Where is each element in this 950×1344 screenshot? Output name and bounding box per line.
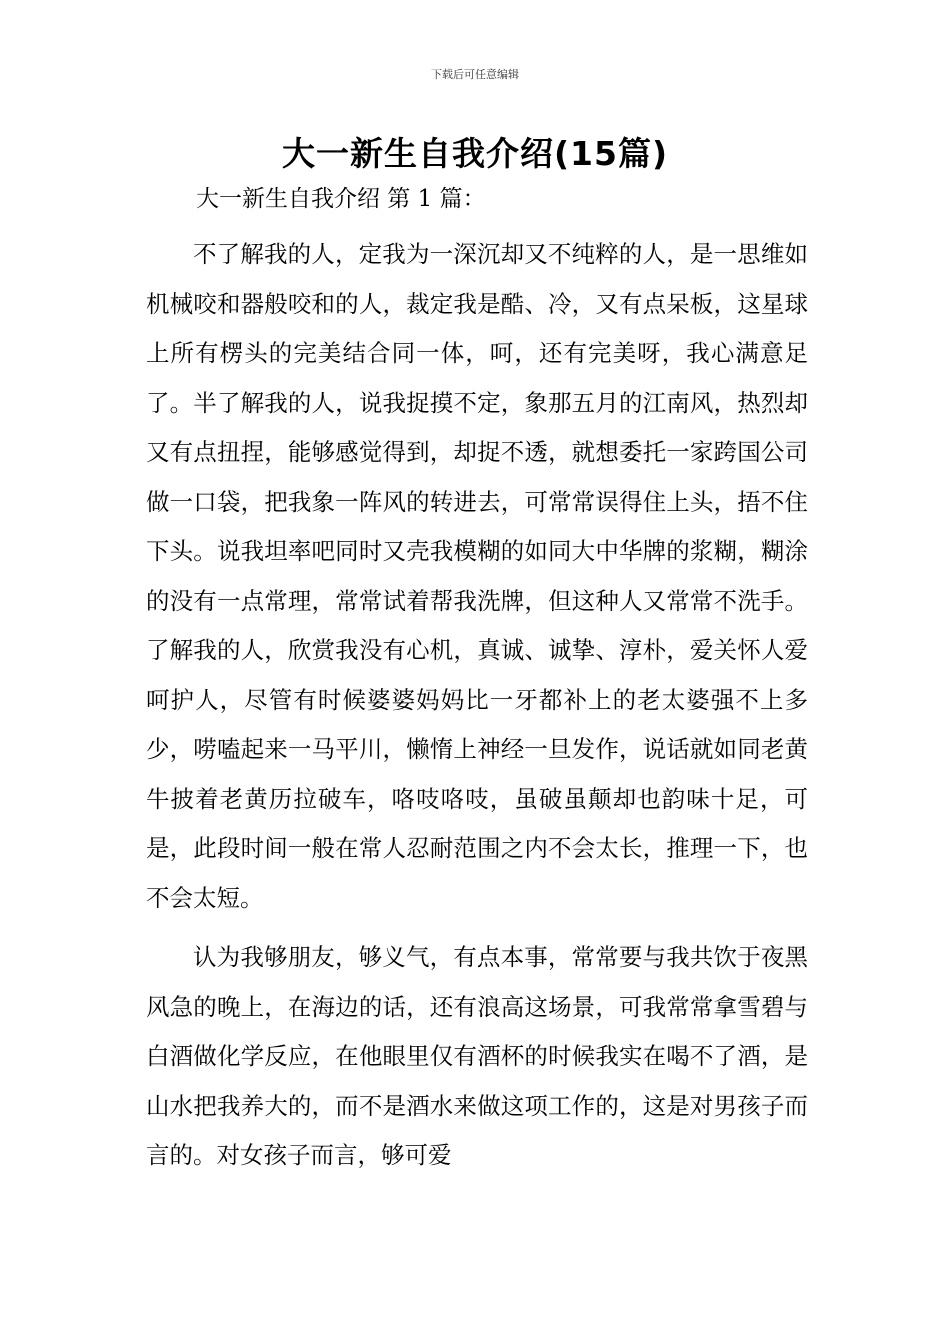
paragraph-1: 不了解我的人，定我为一深沉却又不纯粹的人，是一思维如机械咬和器般咬和的人，裁定我是酷、冷，又有点呆板，这星球上所有楞头的完美结合同一体，呵，还有完美呀，我心满意足了。半了解我的人，说我捉摸不定，象那五月的江南风，热烈却又有点扭捏，能够感觉得到，却捉不透，就想委托一家跨国公司做一口袋，把我象一阵风的转进去，可常常误得住上头，捂不住下头。说我坦率吧同时又壳我模糊的如同大中华牌的浆糊，糊涂的没有一点常理，常常试着帮我洗牌，但这种人又常常不洗手。了解我的人，欣赏我没有心机，真诚、诚挚、淳朴，爱关怀人爱呵护人，尽管有时候婆婆妈妈比一牙都补上的老太婆强不上多少，唠嗑起来一马平川，懒惰上神经一旦发作，说话就如同老黄牛披着老黄历拉破车，咯吱咯吱，虽破虽颠却也韵味十足，可是，此段时间一般在常人忍耐范围之内不会太长，推理一下，也不会太短。 <box>146 240 808 912</box>
paragraph-2: 认为我够朋友，够义气，有点本事，常常要与我共饮于夜黑风急的晚上，在海边的话，还有浪高这场景，可我常常拿雪碧与白酒做化学反应，在他眼里仅有酒杯的时候我实在喝不了酒，是山水把我养大的，而不是酒水来做这项工作的，这是对男孩子而言的。对女孩子而言，够可爱 <box>146 943 808 1169</box>
section-heading: 大一新生自我介绍 第 1 篇： <box>196 186 486 212</box>
document-body <box>146 230 808 1181</box>
page-title: 大一新生自我介绍(15篇) <box>281 134 669 173</box>
header-note: 下载后可任意编辑 <box>431 68 519 81</box>
